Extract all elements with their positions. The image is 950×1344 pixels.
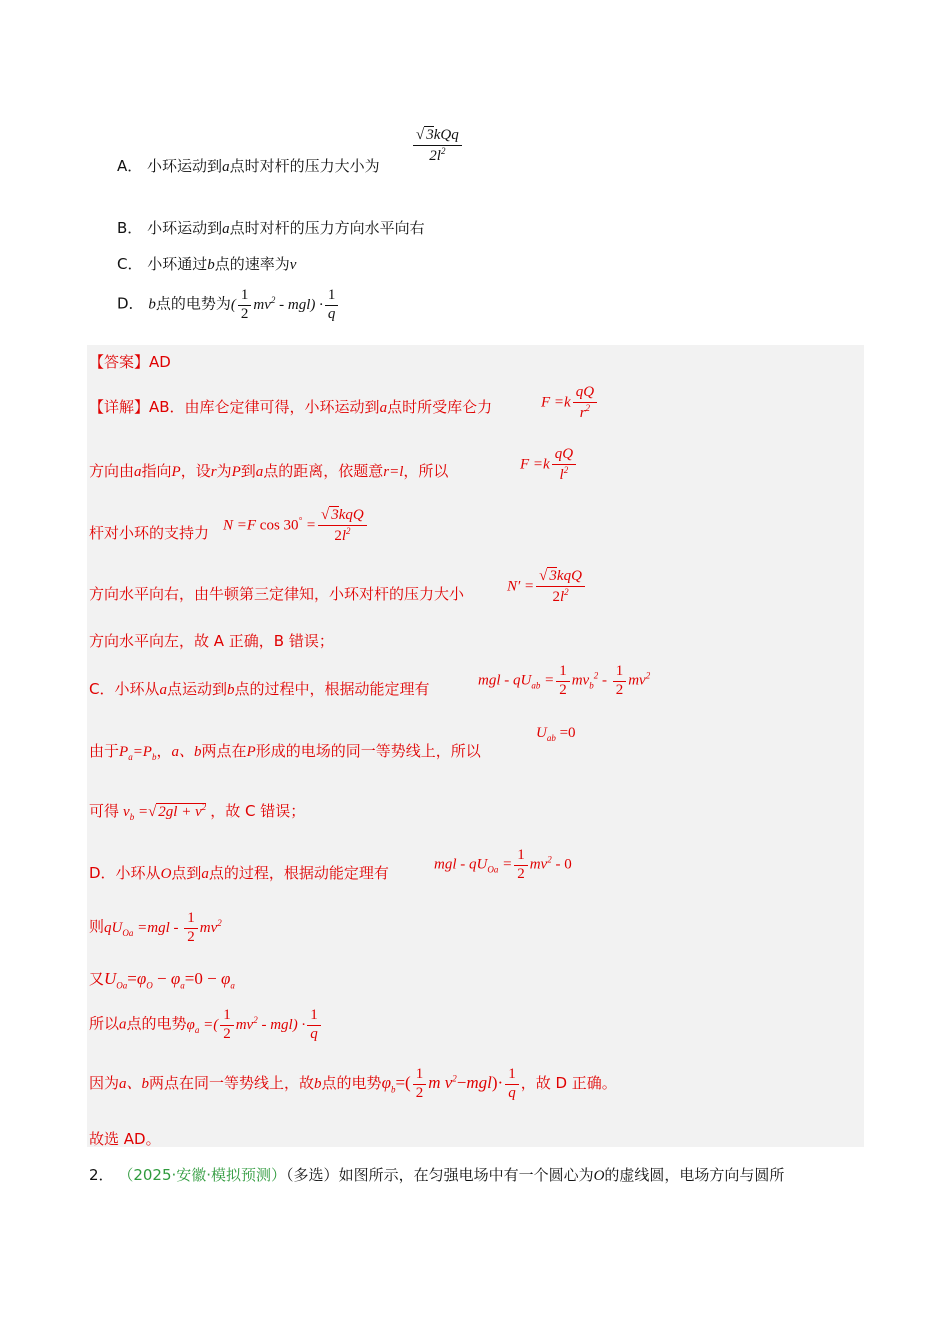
detail-line-13: 因为a、b两点在同一等势线上，故b点的电势$\varphi_b=$( $\frac{1}{2}$ m $v^2-mgl)\cdot$ $\frac{1}{q}$ ，故 D 正确。 [89, 1066, 617, 1101]
detail-line-6: C．小环从a点运动到b点的过程中，根据动能定理有 [89, 680, 430, 698]
coulomb-formula-2: F =k $\frac{qQ}{l^2}$ [520, 447, 578, 484]
detail-line-3: 杆对小环的支持力 [89, 524, 210, 542]
detail-line-7: 由于$P_a=P_b$，a、b两点在P形成的电场的同一等势线上，所以 [89, 742, 481, 762]
phi-a-formula: $\varphi_a$ =( $\frac{1}{2}$ $mv^2 - mgl$) · $\frac{1}{q}$ [187, 1017, 323, 1033]
phi-b-formula: $\varphi_b=$( $\frac{1}{2}$ m $v^2-mgl)\cdot$ $\frac{1}{q}$ [382, 1073, 521, 1092]
detail-line-12: 所以a点的电势$\varphi_a$ =( $\frac{1}{2}$ $mv^2 - mgl$) · $\frac{1}{q}$ [89, 1008, 323, 1043]
detail-line-10: 则$qU_{Oa} =mgl$ - $\frac{1}{2}$ $mv^2$ [89, 910, 222, 945]
question-number: 2． [89, 1166, 114, 1184]
coulomb-formula-1: F =k $\frac{qQ}{r^2}$ [541, 385, 599, 422]
option-a: A． 小环运动到a点时对杆的压力大小为 [117, 157, 380, 175]
option-c: C． 小环通过b点的速率为v [117, 255, 297, 273]
energy-formula-2: mgl - $qU_{Oa}$ = $\frac{1}{2}$ $mv^2 - 0$ [434, 847, 572, 882]
option-d: D． b点的电势为( $\frac{1}{2}$ $mv^2 - mgl$) · $\frac{1}{q}$ [117, 288, 340, 323]
option-b: B． 小环运动到a点时对杆的压力方向水平向右 [117, 219, 425, 237]
detail-line-14: 故选 AD。 [89, 1130, 161, 1148]
question-type: （多选） [286, 1166, 339, 1184]
uoa-formula: $U_{Oa}=\varphi_O - \varphi_a=0 - \varphi_a$ [104, 969, 235, 991]
detail-line-5: 方向水平向左，故 A 正确，B 错误； [89, 632, 334, 650]
detail-line-9: D．小环从O点到a点的过程，根据动能定理有 [89, 864, 389, 882]
option-d-formula: ( $\frac{1}{2}$ $mv^2 - mgl$) · $\frac{1}{q}$ [231, 297, 341, 313]
detail-line-4: 方向水平向右，由牛顿第三定律知，小环对杆的压力大小 [89, 585, 465, 603]
option-a-letter: A． [117, 157, 143, 175]
answer-label: 【答案】AD [89, 353, 171, 371]
energy-formula-1: mgl - $qU_{ab}$ = $\frac{1}{2}$ $mv_b^2$ - $\frac{1}{2}$ $mv^2$ [478, 663, 651, 698]
option-a-formula: $\frac{\text{√ 3kQq}}{2l^2}$ [411, 128, 464, 165]
question-source: （2025·安徽·模拟预测） [118, 1166, 287, 1184]
quoa-formula: $qU_{Oa} =mgl$ - $\frac{1}{2}$ $mv^2$ [104, 910, 222, 945]
detail-line-1: 【详解】AB．由库仑定律可得，小环运动到a点时所受库仑力 [89, 398, 493, 416]
pressure-formula: N′ = $\frac{\text{√ 3kqQ}}{2l^2}$ [507, 569, 587, 606]
detail-line-2: 方向由a指向P，设r为P到a点的距离，依题意r=l，所以 [89, 462, 449, 480]
detail-line-8: 可得 $v_b$ =√ $2gl + v^2$ ，故 C 错误； [89, 802, 306, 822]
detail-line-11: 又$U_{Oa}=\varphi_O - \varphi_a=0 - \varphi_a$ [89, 969, 235, 991]
uab-formula: $U_{ab} =0$ [536, 725, 576, 743]
question-2: 2． （2025·安徽·模拟预测）（多选）如图所示，在匀强电场中有一个圆心为O的虚线圆，电场方向与圆所 [89, 1166, 785, 1184]
support-force-formula: N =F cos 30° = $\frac{\text{√ 3kqQ}}{2l^2}$ [223, 508, 369, 545]
vb-formula: $v_b$ =√ $2gl + v^2$ [123, 802, 207, 822]
